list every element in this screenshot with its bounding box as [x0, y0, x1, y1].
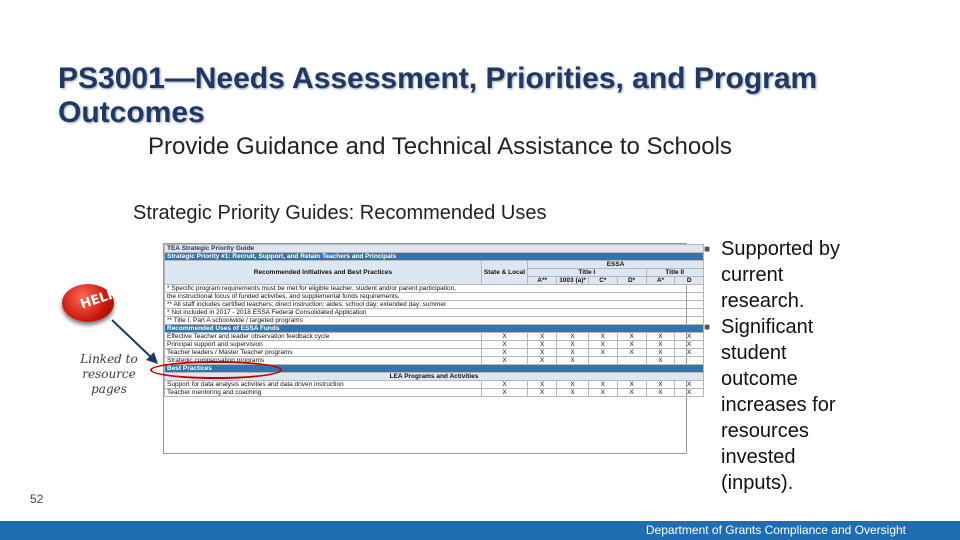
guide-note: the instructional focus of funded activities, and supplemental funds requirements. [165, 293, 704, 301]
row-mark: X [528, 357, 557, 365]
row-mark: X [557, 349, 589, 357]
row-mark: X [617, 341, 646, 349]
row-mark [588, 357, 617, 365]
row-mark: X [557, 357, 589, 365]
guide-col: D [675, 277, 704, 285]
guide-note: * Not included in 2017 - 2018 ESSA Federal Consolidated Application [165, 309, 704, 317]
row-mark: X [617, 389, 646, 397]
row-mark: X [617, 333, 646, 341]
row-mark: X [528, 349, 557, 357]
guide-col: A** [528, 277, 557, 285]
guide-col: C* [588, 277, 617, 285]
row-mark: X [646, 357, 675, 365]
row-mark: X [481, 389, 527, 397]
row-mark: X [617, 381, 646, 389]
help-button-icon [62, 284, 119, 322]
bullet-item: ■ Supported by current research. [704, 236, 864, 314]
row-mark: X [481, 341, 527, 349]
row-label: Teacher leaders / Master Teacher programs [165, 349, 482, 357]
table-row [165, 349, 704, 357]
help-label: HELP [78, 286, 119, 313]
row-mark: X [646, 389, 675, 397]
guide-priority: Strategic Priority #1: Recruit, Support, and Retain Teachers and Principals [165, 253, 704, 261]
highlight-oval [150, 361, 282, 379]
guide-title-i: Title I [528, 269, 646, 277]
row-mark: X [646, 341, 675, 349]
row-label: Support for data analysis activities and data driven instruction [165, 381, 482, 389]
guide-recommended-uses: Recommended Uses of ESSA Funds [165, 325, 704, 333]
row-mark: X [557, 389, 589, 397]
row-mark: X [557, 341, 589, 349]
guide-col: D* [617, 277, 646, 285]
footer-bar [0, 521, 960, 540]
row-mark: X [646, 349, 675, 357]
row-mark: X [528, 333, 557, 341]
row-mark: X [481, 381, 527, 389]
row-mark: X [588, 333, 617, 341]
table-row [165, 333, 704, 341]
row-mark [617, 357, 646, 365]
row-mark: X [617, 349, 646, 357]
slide-title: PS3001—Needs Assessment, Priorities, and Program Outcomes [58, 62, 818, 129]
guide-note: ** All staff includes certified teachers; direct instruction; aides; school day; extended day; summer [165, 301, 704, 309]
row-mark: X [481, 357, 527, 365]
row-mark: X [646, 333, 675, 341]
row-mark: X [588, 341, 617, 349]
row-mark: X [675, 389, 704, 397]
row-mark: X [646, 381, 675, 389]
table-row [165, 341, 704, 349]
guide-note: * Specific program requirements must be met for eligible teacher, student and/or parent participation, [165, 285, 704, 293]
guide-title-ii: Title II [646, 269, 704, 277]
row-label: Principal support and supervision [165, 341, 482, 349]
row-mark: X [481, 349, 527, 357]
guide-title: TEA Strategic Priority Guide [165, 245, 704, 253]
bullet-list [704, 236, 864, 496]
guide-best-practices: Best Practices [165, 365, 704, 373]
row-mark: X [528, 381, 557, 389]
row-mark: X [588, 381, 617, 389]
row-mark: X [557, 333, 589, 341]
row-label: Effective Teacher and leader observation feedback cycle [165, 333, 482, 341]
table-row [165, 389, 704, 397]
guide-essa: ESSA [528, 261, 704, 269]
row-mark: X [528, 341, 557, 349]
guide-note: ** Title I, Part A schoolwide / targeted programs [165, 317, 704, 325]
row-label: Strategic compensation programs [165, 357, 482, 365]
row-mark: X [675, 341, 704, 349]
section-heading: Strategic Priority Guides: Recommended Uses [133, 202, 547, 224]
footer-text: Department of Grants Compliance and Oversight [645, 523, 906, 537]
row-mark: X [675, 381, 704, 389]
table-row [165, 381, 704, 389]
row-mark: X [557, 381, 589, 389]
page-number: 52 [30, 492, 44, 506]
bullet-item: ■ Significant student outcome increases for resources invested (inputs). [704, 314, 864, 496]
linked-resource-note: Linked to resource pages [80, 352, 138, 396]
guide-lea-programs: LEA Programs and Activities [165, 373, 704, 381]
guide-col: A* [646, 277, 675, 285]
row-mark: X [675, 333, 704, 341]
slide-subtitle: Provide Guidance and Technical Assistance to Schools [148, 133, 732, 160]
strategic-priority-guide-image [163, 243, 692, 454]
row-label: Teacher mentoring and coaching [165, 389, 482, 397]
row-mark [675, 357, 704, 365]
row-mark: X [675, 349, 704, 357]
row-mark: X [588, 389, 617, 397]
guide-col: 1003 (a)* [557, 277, 589, 285]
row-mark: X [588, 349, 617, 357]
row-mark: X [481, 333, 527, 341]
row-mark: X [528, 389, 557, 397]
guide-state-local: State & Local [481, 261, 527, 285]
guide-column-header: Recommended Initiatives and Best Practices [165, 261, 482, 285]
